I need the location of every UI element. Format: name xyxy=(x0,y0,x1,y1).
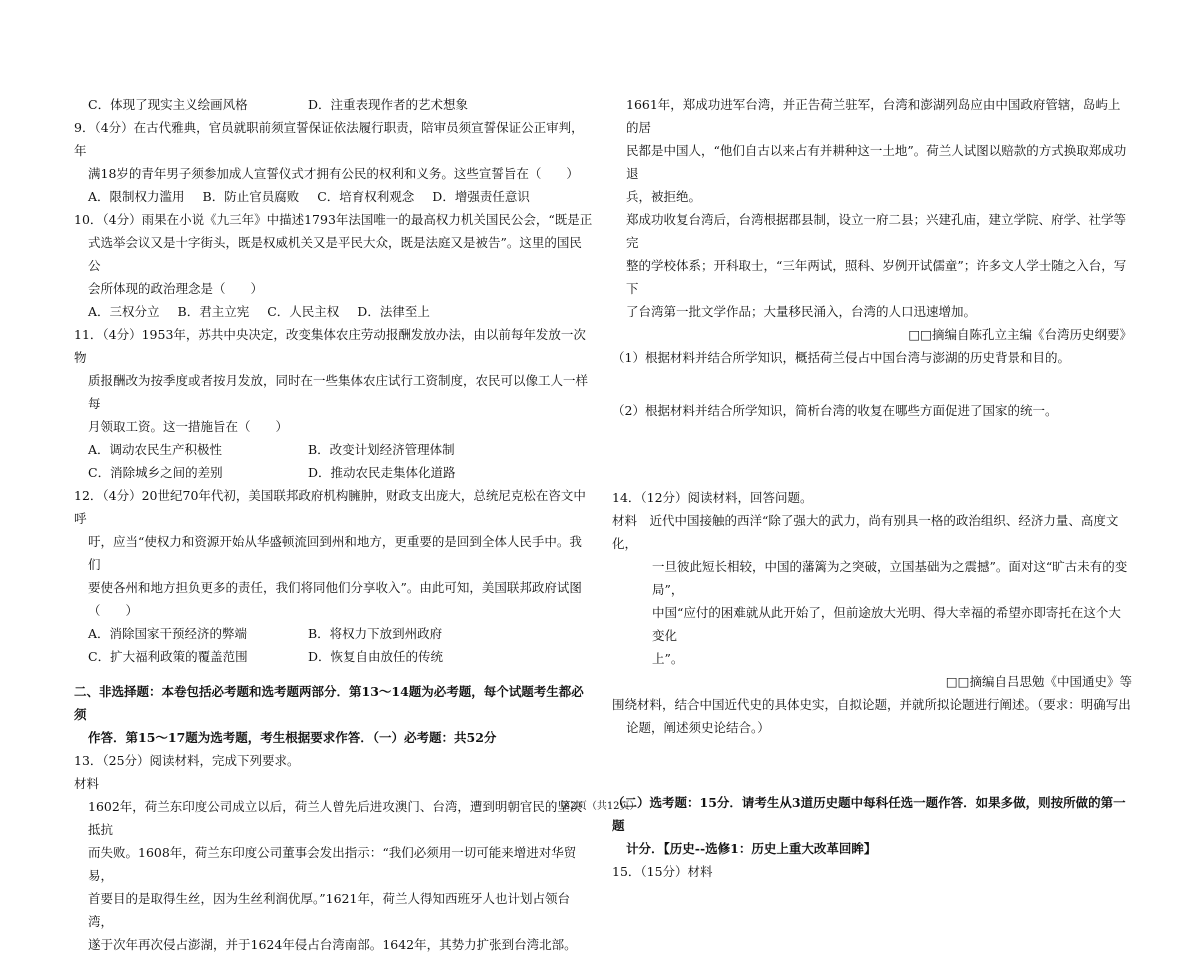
option-c: C．培育权利观念 xyxy=(317,189,415,204)
option-b: B．将权力下放到州政府 xyxy=(308,626,443,641)
question-title: 13．（25分）阅读材料，完成下列要求。 xyxy=(74,753,300,768)
material-line: 中国“应付的困难就从此开始了，但前途放大光明、得大幸福的希望亦即寄托在这个大变化 xyxy=(652,605,1121,643)
sub-question-1: （1）根据材料并结合所学知识，概括荷兰侵占中国台湾与澎湖的历史背景和目的。 xyxy=(612,350,1070,365)
q9-options xyxy=(74,185,594,208)
q13-material-para2 xyxy=(612,93,1132,208)
q10-options xyxy=(74,300,594,323)
question-line: 吁，应当“使权力和资源开始从华盛顿流回到州和地方，更重要的是回到全体人民手中。我们 xyxy=(88,534,582,572)
option-b: B．君主立宪 xyxy=(177,304,250,319)
option-d: D．增强责任意识 xyxy=(432,189,530,204)
page-footer: 第2页（共12页） xyxy=(560,801,640,812)
option-a: A．调动农民生产积极性 xyxy=(88,442,223,457)
material-source: □□摘编自吕思勉《中国通史》等 xyxy=(945,674,1132,689)
material-line: 1602年，荷兰东印度公司成立以后，荷兰人曾先后进攻澳门、台湾，遭到明朝官民的坚决抵抗 xyxy=(88,799,583,837)
spacer xyxy=(612,474,1132,486)
heading-line: 作答．第15～17题为选考题，考生根据要求作答．（一）必考题：共52分 xyxy=(88,730,497,745)
heading-line: （二）选考题：15分．请考生从3道历史题中每科任选一题作答．如果多做，则按所做的第一题 xyxy=(612,795,1126,833)
question-line: 月领取工资。这一措施旨在（ ） xyxy=(88,419,289,434)
q12-options-cd xyxy=(74,645,594,668)
q11-options-ab xyxy=(74,438,594,461)
sub-question-2: （2）根据材料并结合所学知识，简析台湾的收复在哪些方面促进了国家的统一。 xyxy=(612,403,1058,418)
material-line: 材料 近代中国接触的西洋“除了强大的武力，尚有别具一格的政治组织、经济力量、高度文化， xyxy=(612,513,1119,551)
material-line: 了台湾第一批文学作品；大量移民涌入，台湾的人口迅速增加。 xyxy=(626,304,977,319)
question-line: （ ） xyxy=(88,603,139,618)
spacer xyxy=(74,668,594,680)
question-line: 12．（4分）20世纪70年代初，美国联邦政府机构臃肿，财政支出庞大，总统尼克松在咨文中呼 xyxy=(74,488,586,526)
question-line: 10．（4分）雨果在小说《九三年》中描述1793年法国唯一的最高权力机关国民公会，“既是正 xyxy=(74,212,593,227)
requirement-line: 论题，阐述须史论结合。） xyxy=(626,720,770,735)
question-line: 满18岁的青年男子须参加成人宣誓仪式才拥有公民的权利和义务。这些宣誓旨在（ ） xyxy=(88,166,579,181)
right-column xyxy=(612,93,1132,883)
answer-space xyxy=(612,422,1132,474)
question-13 xyxy=(74,749,594,956)
option-d: D．推动农民走集体化道路 xyxy=(308,465,456,480)
q13-material-para3 xyxy=(612,208,1132,323)
option-c: C．扩大福利政策的覆盖范围 xyxy=(88,649,248,664)
option-c: C．人民主权 xyxy=(267,304,340,319)
q12-options-ab xyxy=(74,622,594,645)
question-12 xyxy=(74,484,594,668)
question-line: 式选举会议又是十字街头，既是权威机关又是平民大众，既是法庭又是被告”。这里的国民公 xyxy=(88,235,582,273)
q11-options-cd xyxy=(74,461,594,484)
option-c: C．体现了现实主义绘画风格 xyxy=(88,97,248,112)
heading-line: 二、非选择题：本卷包括必考题和选考题两部分．第13～14题为必考题，每个试题考生都必须 xyxy=(74,684,584,722)
question-10 xyxy=(74,208,594,323)
material-line: 民都是中国人，“他们自古以来占有并耕种这一土地”。荷兰人试图以赔款的方式换取郑成功退 xyxy=(626,143,1127,181)
question-14 xyxy=(612,486,1132,739)
option-b: B．改变计划经济管理体制 xyxy=(308,442,455,457)
question-line: 要使各州和地方担负更多的责任，我们将同他们分享收入”。由此可知，美国联邦政府试图 xyxy=(88,580,582,595)
material-line: 1661年，郑成功进军台湾，并正告荷兰驻军，台湾和澎湖列岛应由中国政府管辖，岛屿上的居 xyxy=(626,97,1121,135)
question-line: 11．（4分）1953年，苏共中央决定，改变集体农庄劳动报酬发放办法，由以前每年发放一次物 xyxy=(74,327,586,365)
option-a: A．消除国家干预经济的弊端 xyxy=(88,626,248,641)
material-line: 遂于次年再次侵占澎湖，并于1624年侵占台湾南部。1642年，其势力扩张到台湾北部。 xyxy=(88,937,577,952)
answer-space xyxy=(612,369,1132,399)
material-line: 上”。 xyxy=(652,651,684,666)
question-title: 14．（12分）阅读材料，回答问题。 xyxy=(612,490,813,505)
question-line: 质报酬改为按季度或者按月发放，同时在一些集体农庄试行工资制度，农民可以像工人一样每 xyxy=(88,373,589,411)
section-two-heading xyxy=(74,680,594,749)
question-line: 会所体现的政治理念是（ ） xyxy=(88,281,264,296)
left-column xyxy=(74,93,594,956)
option-a: A．三权分立 xyxy=(88,304,160,319)
material-line: 郑成功收复台湾后，台湾根据郡县制，设立一府二县；兴建孔庙，建立学院、府学、社学等完 xyxy=(626,212,1127,250)
material-line: 而失败。1608年，荷兰东印度公司董事会发出指示：“我们必须用一切可能来增进对华贸易， xyxy=(88,845,577,883)
material-line: 一旦彼此短长相较，中国的藩篱为之突破，立国基础为之震撼”。面对这“旷古未有的变局”， xyxy=(652,559,1128,597)
material-source: □□摘编自陈孔立主编《台湾历史纲要》 xyxy=(908,327,1132,342)
option-a: A．限制权力滥用 xyxy=(88,189,185,204)
question-15-title: 15．（15分）材料 xyxy=(612,864,713,879)
answer-space xyxy=(612,739,1132,791)
q8-options-cd xyxy=(74,93,594,116)
question-11 xyxy=(74,323,594,484)
material-line: 整的学校体系；开科取士，“三年两试，照科、岁例开试儒童”；许多文人学士随之入台，写下 xyxy=(626,258,1127,296)
option-c: C．消除城乡之间的差别 xyxy=(88,465,223,480)
question-9 xyxy=(74,116,594,208)
option-d: D．恢复自由放任的传统 xyxy=(308,649,444,664)
option-d: D．注重表现作者的艺术想象 xyxy=(308,97,469,112)
option-d: D．法律至上 xyxy=(357,304,430,319)
material-line: 兵，被拒绝。 xyxy=(626,189,702,204)
requirement-line: 围绕材料，结合中国近代史的具体史实，自拟论题，并就所拟论题进行阐述。（要求：明确写出 xyxy=(612,697,1131,712)
option-b: B．防止官员腐败 xyxy=(202,189,300,204)
heading-line: 计分．【历史--选修1：历史上重大改革回眸】 xyxy=(626,841,877,856)
material-line: 首要目的是取得生丝，因为生丝利润优厚。”1621年，荷兰人得知西班牙人也计划占领台湾， xyxy=(88,891,570,929)
question-line: 9．（4分）在古代雅典，官员就职前须宣誓保证依法履行职责，陪审员须宣誓保证公正审判，年 xyxy=(74,120,584,158)
material-label: 材料 xyxy=(74,776,100,791)
